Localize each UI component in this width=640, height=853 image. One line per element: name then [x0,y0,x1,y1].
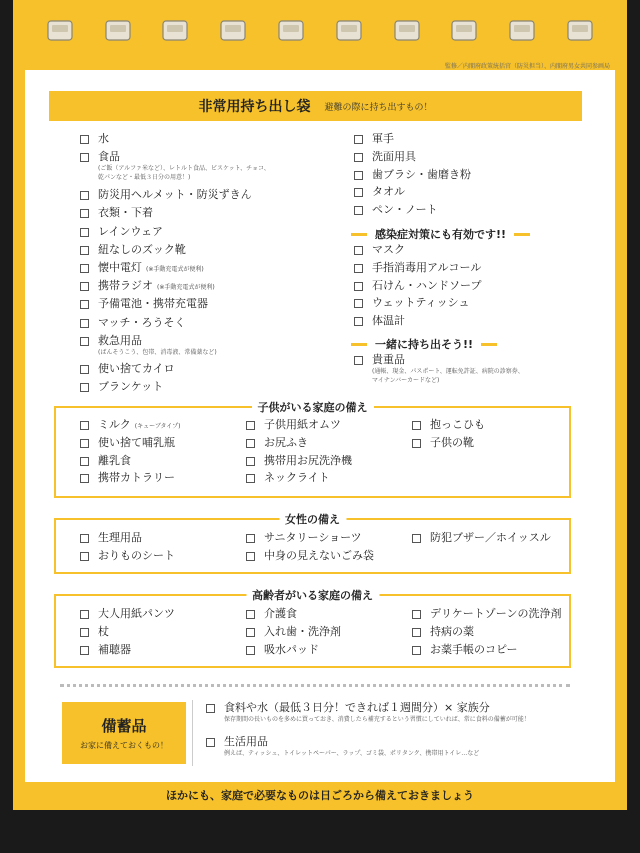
item-text [372,185,405,199]
item-text [264,418,341,432]
item-label: 入れ歯・洗浄剤 [264,624,341,638]
item-text [264,643,319,657]
checkbox[interactable] [80,457,89,466]
stockpile-divider [192,700,193,766]
item-text [372,296,469,310]
item-label: お薬手帳のコピー [430,642,518,656]
item-text [372,243,405,257]
item-text [98,362,175,376]
checklist-item[interactable] [80,243,186,257]
checklist-item[interactable] [206,735,479,758]
item-text [372,168,471,182]
item-text [372,261,481,275]
item-label: 食料や水（最低３日分！できれば１週間分）× 家族分 [224,701,490,714]
checklist-item[interactable] [354,203,438,217]
radio-icon [41,11,79,49]
women-title: 女性の備え [279,511,346,527]
item-text [430,531,551,545]
elderly-title: 高齢者がいる家庭の備え [246,587,379,603]
item-text [224,701,530,724]
together-heading [343,336,505,352]
checklist-item[interactable] [412,643,518,657]
item-label: 救急用品 [98,333,142,347]
item-text [98,188,252,202]
item-label: デリケートゾーンの洗浄剤 [430,607,562,620]
checkbox[interactable] [412,534,421,543]
checklist-item[interactable] [354,314,405,328]
item-text [98,549,175,563]
checkbox[interactable] [80,264,89,273]
item-label: ウェットティッシュ [372,296,470,310]
women-section [54,513,571,574]
checkbox[interactable] [80,282,89,291]
checkbox[interactable] [412,646,421,655]
checkbox[interactable] [80,610,89,619]
item-label: 補聴器 [98,642,131,656]
checkbox[interactable] [246,439,255,448]
checkbox[interactable] [206,738,215,747]
item-text [98,471,175,485]
checkbox[interactable] [80,365,89,374]
item-label: 手指消毒用アルコール [372,260,482,274]
checkbox[interactable] [80,552,89,561]
item-text [372,150,416,164]
checkbox[interactable] [246,610,255,619]
item-text [430,625,474,639]
checklist-item[interactable] [80,150,270,182]
stockpile-label-box [62,702,186,764]
checklist-item[interactable] [80,261,204,277]
checkbox[interactable] [246,628,255,637]
item-label: ブランケット [98,380,164,393]
item-label: 杖 [98,624,109,638]
item-text [430,607,562,621]
item-label: ネックライト [264,471,330,485]
checkbox[interactable] [246,552,255,561]
checkbox[interactable] [246,646,255,655]
item-label: 懐中電灯 [98,261,142,274]
checkbox[interactable] [246,534,255,543]
backpack-icon [214,11,252,49]
item-label: 貴重品 [372,353,405,366]
item-text [372,132,394,146]
item-text [430,643,518,657]
item-text [264,531,362,545]
item-text [98,454,131,468]
canned-food-icon [503,11,541,49]
checklist-item[interactable] [246,531,362,545]
item-label: 石けん・ハンドソープ [372,278,482,292]
children-title: 子供がいる家庭の備え [252,399,374,415]
checkbox[interactable] [354,282,363,291]
item-text [224,735,479,758]
checkbox[interactable] [80,628,89,637]
item-label: サニタリーショーツ [264,531,362,544]
checklist-item[interactable] [412,418,485,432]
together-title: 一緒に持ち出そう!! [375,338,474,351]
item-text [372,353,524,385]
item-text [98,643,131,657]
item-text [98,380,163,394]
item-text [98,297,208,311]
checklist-item[interactable] [206,701,530,724]
checkbox[interactable] [80,153,89,162]
cash-icon [445,11,483,49]
item-label: 携帯ラジオ [98,279,153,293]
item-small-note: (※手動充電式が便利) [146,266,204,273]
item-label: おりものシート [98,548,175,562]
heading-line-left [351,343,367,346]
item-label: ミルク [98,418,131,431]
checklist-item[interactable] [80,225,163,239]
item-label: 歯ブラシ・歯磨き粉 [372,167,471,181]
checklist-item[interactable] [80,316,186,330]
checklist-item[interactable] [80,132,109,146]
item-label: 体温計 [372,314,405,328]
checklist-item[interactable] [80,607,175,621]
stockpile-subtitle: お家に備えておくもの！ [80,741,168,750]
checklist-item[interactable] [246,625,341,639]
main-subtitle: 避難の際に持ち出すもの！ [324,102,433,113]
item-label: 食品 [98,150,120,164]
checklist-item[interactable] [80,625,109,639]
item-label: 防災用ヘルメット・防災ずきん [98,188,252,202]
item-text [264,454,352,468]
checkbox[interactable] [80,319,89,328]
checklist-item[interactable] [246,607,297,621]
checklist-item[interactable] [354,150,416,164]
item-text [98,334,217,357]
item-label: タオル [372,185,405,199]
item-text [98,607,175,621]
item-label: 子供の靴 [430,435,474,449]
item-text [98,531,142,545]
checklist-item[interactable] [354,243,405,257]
checklist-item[interactable] [412,607,562,621]
checkbox[interactable] [80,246,89,255]
checkbox[interactable] [80,209,89,218]
item-label: 携帯用お尻洗浄機 [264,453,352,467]
item-label: 衣類・下着 [98,206,153,220]
checklist-item[interactable] [80,643,131,657]
checkbox[interactable] [354,135,363,144]
checklist-item[interactable] [80,454,131,468]
credit-text: 監修／内閣府政策統括官（防災担当）、内閣府男女共同参画局 [444,63,610,70]
item-label: 軍手 [372,132,394,145]
item-label: 介護食 [264,607,297,620]
checklist-item[interactable] [354,296,469,310]
water-bottles-icon [156,11,194,49]
checkbox[interactable] [80,646,89,655]
item-label: 水 [98,132,109,145]
checklist-item[interactable] [80,380,163,394]
checklist-item[interactable] [246,471,330,485]
item-text [264,607,297,621]
checkbox[interactable] [246,457,255,466]
item-label: 離乳食 [98,453,131,467]
item-label: お尻ふき [264,435,308,449]
item-label: 持病の薬 [430,624,474,638]
checklist-item[interactable] [80,206,153,220]
checkbox[interactable] [80,337,89,346]
checklist-item[interactable] [412,531,551,545]
item-small-note: (※手動充電式が便利) [157,284,215,292]
item-label: 大人用紙パンツ [98,607,175,620]
header-icon-row [13,0,627,60]
checklist-item[interactable] [80,362,175,376]
item-label: マッチ・ろうそく [98,315,186,329]
item-text [430,418,485,432]
footer-text: ほかにも、家庭で必要なものは日ごろから備えておきましょう [166,789,474,802]
checklist-item[interactable] [354,132,394,146]
item-label: 携帯カトラリー [98,471,175,485]
checklist-item[interactable] [412,625,474,639]
item-text [98,261,204,277]
checklist-item[interactable] [80,188,252,202]
checklist-item[interactable] [80,297,208,311]
first-aid-kit-icon [388,11,426,49]
infection-title: 感染症対策にも有効です!! [375,228,507,241]
item-note: (ご飯（アルファ米など）、レトルト食品、ビスケット、チョコ、 乾パンなど・最低３日分の用意！) [98,165,270,182]
main-title: 非常用持ち出し袋 [198,99,311,115]
checklist-item[interactable] [80,279,215,295]
checklist-item[interactable] [354,353,524,385]
main-banner [49,91,582,121]
item-label: 子供用紙オムツ [264,418,341,431]
item-text [264,436,308,450]
footer-banner [13,783,627,807]
checkbox[interactable] [246,474,255,483]
item-note: 例えば、ティッシュ、トイレットペーパー、ラップ、ゴミ袋、ポリタンク、携帯用トイレ…など [224,750,480,757]
checklist-item[interactable] [246,454,352,468]
item-text [264,471,330,485]
checkbox[interactable] [354,317,363,326]
item-text [98,436,175,450]
checkbox[interactable] [80,421,89,430]
item-text [264,549,374,563]
item-text [98,132,109,146]
item-text [430,436,474,450]
item-label: 予備電池・携帯充電器 [98,297,208,311]
checkbox[interactable] [354,171,363,180]
checkbox[interactable] [354,153,363,162]
checklist-item[interactable] [246,643,319,657]
checkbox[interactable] [412,439,421,448]
infection-heading [343,226,538,242]
heading-line-left [351,233,367,236]
item-label: 紐なしのズック靴 [98,242,186,256]
heading-line-right [481,343,497,346]
checklist-item[interactable] [80,436,175,450]
item-label: 使い捨て哺乳瓶 [98,435,175,449]
checkbox[interactable] [354,188,363,197]
checkbox[interactable] [354,356,363,365]
item-text [98,206,153,220]
flashlight-icon [272,11,310,49]
checklist-item[interactable] [412,436,474,450]
checklist-item[interactable] [354,168,471,182]
checkbox[interactable] [80,439,89,448]
checkbox[interactable] [80,534,89,543]
checkbox[interactable] [80,135,89,144]
checklist-item[interactable] [354,279,481,293]
checkbox[interactable] [412,421,421,430]
checkbox[interactable] [412,610,421,619]
item-text [98,225,163,239]
item-text [98,150,270,182]
checkbox[interactable] [80,300,89,309]
item-text [98,279,215,295]
checkbox[interactable] [412,628,421,637]
item-label: 抱っこひも [430,418,485,431]
checkbox[interactable] [246,421,255,430]
checklist-item[interactable] [246,549,374,563]
checklist-item[interactable] [354,185,405,199]
checkbox[interactable] [354,299,363,308]
item-label: 生理用品 [98,531,142,544]
item-label: 生活用品 [224,735,268,748]
item-text [98,625,109,639]
stockpile-title: 備蓄品 [101,717,147,735]
item-label: マスク [372,243,405,256]
helmet-icon [99,11,137,49]
item-text [264,625,341,639]
item-text [372,314,405,328]
item-small-note: (キューブタイプ) [134,423,181,430]
checkbox[interactable] [80,191,89,200]
dotted-divider [60,684,570,687]
item-label: 洗面用具 [372,149,416,163]
item-text [98,316,186,330]
checklist-item[interactable] [80,418,180,434]
checklist-item[interactable] [246,436,308,450]
checklist-item[interactable] [354,261,481,275]
checkbox[interactable] [80,228,89,237]
checkbox[interactable] [354,206,363,215]
item-label: ペン・ノート [372,203,438,217]
item-label: 中身の見えないごみ袋 [264,548,374,562]
checklist-item[interactable] [246,418,341,432]
checklist-item[interactable] [80,334,217,357]
item-note: 保存期間の長いものを多めに買っておき、消費したら補充するという習慣にしていれば、常に食料の備蓄が可能！ [224,716,530,723]
item-note: (通帳、現金、パスポート、運転免許証、病院の診察券、 マイナンバーカードなど) [372,368,524,384]
item-label: 使い捨てカイロ [98,361,175,375]
checkbox[interactable] [80,383,89,392]
item-text [372,203,438,217]
checklist-item[interactable] [80,531,142,545]
heading-line-right [514,233,530,236]
checklist-item[interactable] [80,549,175,563]
item-label: 吸水パッド [264,642,319,656]
item-text [98,418,180,434]
tissue-icon [330,11,368,49]
checkbox[interactable] [354,246,363,255]
item-label: レインウェア [98,224,164,238]
toilet-paper-icon [561,11,599,49]
checkbox[interactable] [354,264,363,273]
item-label: 防犯ブザー／ホイッスル [430,531,551,544]
checkbox[interactable] [80,474,89,483]
item-text [372,279,481,293]
checkbox[interactable] [206,704,215,713]
item-note: (ばんそうこう、包帯、消毒液、常備薬など) [98,348,217,356]
item-text [98,243,186,257]
checklist-item[interactable] [80,471,175,485]
